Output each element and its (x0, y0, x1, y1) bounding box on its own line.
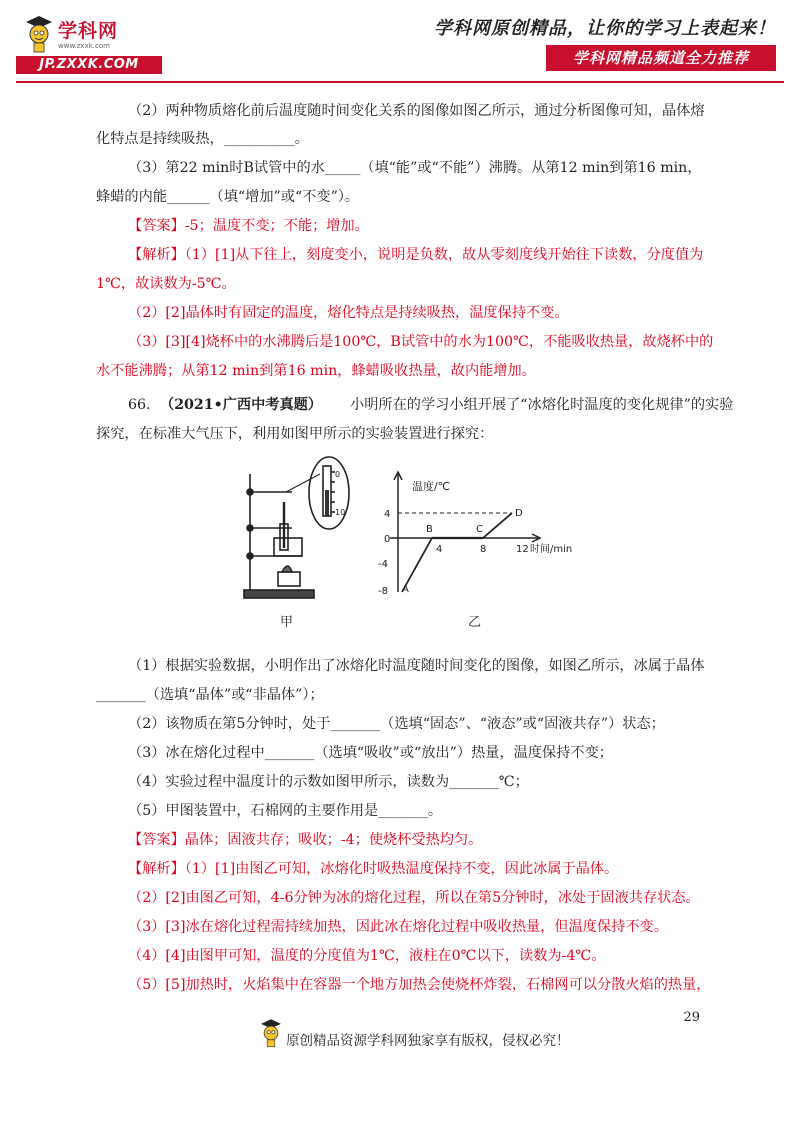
header-divider (16, 81, 784, 83)
text-line: 小明所在的学习小组开展了“冰熔化时温度的变化规律”的实验 (350, 397, 734, 413)
analysis-line: （3）[3][4]烧杯中的水沸腾后是100℃，B试管中的水为100℃，不能吸收热量，故烧杯中的 (128, 334, 714, 350)
copyright-notice: 原创精品资源学科网独家享有版权，侵权必究！ (286, 1033, 570, 1049)
point-label: B (426, 524, 433, 535)
x-axis-label: 时间/min (530, 544, 573, 555)
point-label: D (515, 508, 523, 519)
y-axis-label: 温度/℃ (412, 480, 451, 493)
thermo-tick-label: 10 (335, 508, 346, 517)
point-label: A (402, 584, 409, 595)
analysis-line: （5）[5]加热时，火焰集中在容器一个地方加热会使烧杯炸裂，石棉网可以分散火焰的热量， (128, 977, 711, 993)
logo-url: www.zxxk.com (58, 42, 110, 50)
text-line: （3）冰在熔化过程中_______（选填“吸收”或“放出”）热量，温度保持不变； (128, 745, 613, 761)
x-tick: 8 (480, 544, 487, 555)
question-number: 66. (128, 397, 151, 413)
logo-text: 学科网 (58, 20, 119, 42)
analysis-line: 【解析】（1）[1]由图乙可知，冰熔化时吸热温度保持不变，因此冰属于晶体。 (128, 861, 619, 877)
text-line: 探究，在标准大气压下，利用如图甲所示的实验装置进行探究： (96, 426, 494, 442)
text-line: _______（选填“晶体”或“非晶体”）； (96, 687, 324, 703)
slogan: 学科网原创精品，让你的学习上表起来！ (434, 18, 776, 39)
point-label: C (476, 524, 483, 535)
text-line: 化特点是持续吸热，__________。 (96, 131, 309, 147)
zxxk-logo[interactable] (14, 12, 162, 74)
question-source: （2021•广西中考真题） (160, 397, 323, 413)
thermo-tick-label: 0 (335, 470, 341, 479)
x-tick: 4 (436, 544, 443, 555)
x-tick: 12 (516, 544, 529, 555)
text-line: （4）实验过程中温度计的示数如图甲所示，读数为_______℃； (128, 774, 529, 790)
mascot-icon (258, 1016, 284, 1050)
y-tick: -4 (378, 559, 388, 570)
mascot-icon (22, 14, 56, 54)
text-line: （3）第22 min时B试管中的水_____（填“能”或“不能”）沸腾。从第12 min到第16 min， (128, 160, 702, 176)
figure-svg (240, 452, 573, 632)
answer-line: 【答案】-5；温度不变；不能；增加。 (128, 218, 369, 234)
apparatus-drawing (244, 457, 349, 598)
y-tick: 0 (384, 534, 391, 545)
analysis-line: （2）[2]晶体时有固定的温度，熔化特点是持续吸热，温度保持不变。 (128, 305, 569, 321)
answer-line: 【答案】晶体；固液共存；吸收；-4；使烧杯受热均匀。 (128, 832, 483, 848)
text-line: 蜂蜡的内能______（填“增加”或“不变”）。 (96, 189, 360, 205)
label-yi: 乙 (468, 615, 482, 630)
experiment-figure (240, 452, 573, 632)
y-tick: 4 (384, 509, 391, 520)
analysis-line: （4）[4]由图甲可知，温度的分度值为1℃，液柱在0℃以下，读数为-4℃。 (128, 948, 606, 964)
analysis-line: 1℃，故读数为-5℃。 (96, 276, 236, 292)
text-line: （2）两种物质熔化前后温度随时间变化关系的图像如图乙所示，通过分析图像可知，晶体熔 (128, 103, 705, 119)
tagline-banner: 学科网精品频道全力推荐 (546, 45, 776, 71)
analysis-line: （3）[3]冰在熔化过程需持续加热，因此冰在熔化过程中吸收热量，但温度保持不变。 (128, 919, 668, 935)
text-line: （5）甲图装置中，石棉网的主要作用是_______。 (128, 803, 443, 819)
logo-jp-banner: JP.ZXXK.COM (16, 56, 162, 74)
page-number: 29 (683, 1010, 700, 1025)
label-jia: 甲 (280, 615, 294, 630)
text-line: （2）该物质在第5分钟时，处于_______（选填“固态”、“液态”或“固液共存”）状态； (128, 716, 665, 732)
analysis-line: （2）[2]由图乙可知，4-6分钟为冰的熔化过程，所以在第5分钟时，冰处于固液共存状态。 (128, 890, 700, 906)
analysis-line: 水不能沸腾；从第12 min到第16 min，蜂蜡吸收热量，故内能增加。 (96, 363, 536, 379)
text-line: （1）根据实验数据，小明作出了冰熔化时温度随时间变化的图像，如图乙所示，冰属于晶体 (128, 658, 705, 674)
y-tick: -8 (378, 586, 388, 597)
page-header (0, 0, 800, 90)
analysis-line: 【解析】（1）[1]从下往上，刻度变小，说明是负数，故从零刻度线开始往下读数，分度值为 (128, 247, 704, 263)
